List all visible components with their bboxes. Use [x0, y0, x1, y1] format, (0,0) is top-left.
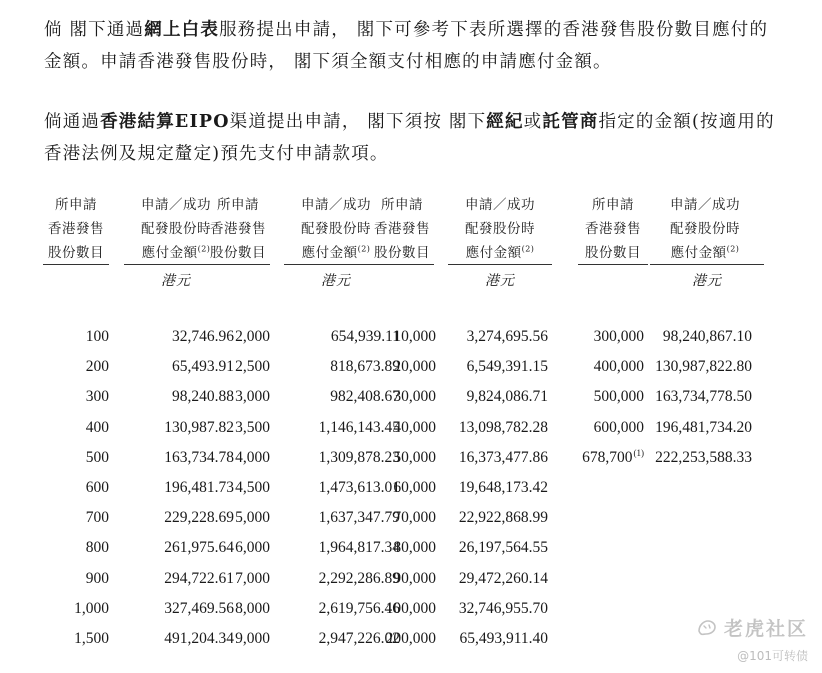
unit-label: 港元 [692, 273, 722, 289]
table-cell: 800 [85, 539, 109, 557]
table-cell: 130,987.82 [164, 418, 234, 436]
table-cell: 65,493,911.40 [459, 629, 548, 647]
header-shares: 所申請 香港發售 股份數目 [374, 197, 430, 261]
table-cell: 5,000 [235, 509, 270, 527]
amount-column-4 [646, 322, 752, 473]
header-shares: 所申請 香港發售 股份數目 [48, 197, 104, 261]
unit-label: 港元 [321, 273, 351, 289]
table-cell: 2,619,756.46 [318, 599, 400, 617]
table-cell: 200,000 [385, 629, 436, 647]
p2-text-mid1: 渠道提出申請， 閣下須按 閣下 [229, 112, 487, 132]
table-cell: 1,964,817.34 [318, 539, 400, 557]
header-amount: 申請／成功 配發股份時 應付金額$^{(2)}$ [670, 197, 740, 261]
header-shares: 所申請 香港發售 股份數目 [585, 197, 641, 261]
table-cell: 10,000 [393, 328, 436, 345]
tiger-logo-icon [696, 617, 718, 639]
table-cell: 1,637,347.79 [318, 509, 400, 527]
table-cell: 80,000 [393, 539, 436, 557]
table-cell: 2,292,286.89 [318, 569, 400, 587]
shares-column-1 [40, 322, 109, 654]
table-cell: 491,204.34 [164, 629, 234, 647]
table-cell: 98,240.88 [172, 388, 234, 406]
table-cell: 40,000 [393, 418, 436, 436]
table-cell: 678,700$^{(1)}$ [582, 447, 644, 466]
watermark-brand: 老虎社区 [723, 618, 808, 640]
table-cell: 327,469.56 [164, 599, 234, 617]
table-cell: 600 [85, 478, 109, 496]
shares-column-3 [364, 322, 436, 654]
watermark [696, 614, 808, 664]
unit-label: 港元 [161, 273, 191, 289]
table-cell: 1,500 [74, 629, 109, 647]
table-cell: 1,146,143.45 [318, 418, 400, 436]
table-cell: 300 [85, 388, 109, 406]
header-rule [448, 264, 552, 265]
table-cell: 100,000 [385, 599, 436, 617]
table-cell: 818,673.89 [330, 358, 400, 376]
table-cell: 9,824,086.71 [466, 388, 548, 406]
table-cell: 13,098,782.28 [458, 418, 548, 436]
p2-text-before: 倘通過 [44, 112, 101, 132]
table-cell: 900 [85, 569, 109, 587]
paragraph-hkscc-eipo [44, 106, 784, 170]
header-amount: 申請／成功 配發股份時 應付金額$^{(2)}$ [301, 197, 371, 261]
table-cell: 100 [85, 328, 109, 345]
table-cell: 196,481,734.20 [655, 418, 752, 436]
table-cell: 2,000 [235, 328, 270, 345]
table-cell: 163,734,778.50 [655, 388, 752, 406]
table-cell: 300,000 [593, 328, 644, 345]
table-cell: 9,000 [235, 629, 270, 647]
header-shares: 所申請 香港發售 股份數目 [210, 197, 266, 261]
table-cell: 130,987,822.80 [655, 358, 752, 376]
table-cell: 98,240,867.10 [662, 328, 752, 345]
table-cell: 1,309,878.23 [318, 448, 400, 466]
p2-bold-broker: 經紀 [486, 112, 524, 132]
table-cell: 229,228.69 [164, 509, 234, 527]
table-cell: 3,500 [235, 418, 270, 436]
table-cell: 30,000 [393, 388, 436, 406]
header-rule [650, 264, 764, 265]
header-rule [43, 264, 109, 265]
p1-bold-term: 網上白表 [144, 20, 220, 40]
table-cell: 1,000 [74, 599, 109, 617]
amount-column-3 [440, 322, 548, 654]
table-cell: 8,000 [235, 599, 270, 617]
table-cell: 500,000 [593, 388, 644, 406]
header-rule [578, 264, 648, 265]
table-cell: 222,253,588.33 [655, 448, 752, 466]
table-cell: 654,939.11 [330, 328, 400, 345]
table-cell: 500 [85, 448, 109, 466]
paragraph-eipo-white-form [44, 14, 784, 78]
table-cell: 19,648,173.42 [458, 478, 548, 496]
shares-column-4 [568, 322, 644, 473]
table-cell: 6,549,391.15 [466, 358, 548, 376]
table-cell: 20,000 [393, 358, 436, 376]
table-cell: 294,722.61 [164, 569, 234, 587]
amount-payable-table [40, 193, 785, 663]
shares-column-2 [200, 322, 270, 654]
watermark-handle: @101可转债 [737, 649, 808, 663]
table-cell: 32,746,955.70 [458, 599, 548, 617]
unit-label: 港元 [485, 273, 515, 289]
table-cell: 50,000 [393, 448, 436, 466]
table-cell: 16,373,477.86 [458, 448, 548, 466]
table-cell: 400,000 [593, 358, 644, 376]
p2-text-after: 指定的金額(按適用的香港法例及規定釐定)預先支付申請款項。 [44, 112, 775, 164]
p2-bold-custodian: 託管商 [542, 112, 599, 132]
table-cell: 200 [85, 358, 109, 376]
table-cell: 196,481.73 [164, 478, 234, 496]
table-cell: 6,000 [235, 539, 270, 557]
table-cell: 70,000 [393, 509, 436, 527]
table-cell: 90,000 [393, 569, 436, 587]
p2-text-mid2: 或 [523, 112, 543, 132]
header-rule [370, 264, 434, 265]
table-cell: 982,408.67 [330, 388, 400, 406]
header-amount: 申請／成功 配發股份時 應付金額$^{(2)}$ [465, 197, 535, 261]
header-rule [206, 264, 270, 265]
table-cell: 3,000 [235, 388, 270, 406]
table-cell: 29,472,260.14 [458, 569, 548, 587]
table-cell: 26,197,564.55 [458, 539, 548, 557]
table-cell: 163,734.78 [164, 448, 234, 466]
table-cell: 700 [85, 509, 109, 527]
header-amount: 申請／成功 配發股份時 應付金額$^{(2)}$ [141, 197, 211, 261]
table-cell: 400 [85, 418, 109, 436]
table-cell: 60,000 [393, 478, 436, 496]
table-cell: 4,500 [235, 478, 270, 496]
table-cell: 7,000 [235, 569, 270, 587]
table-cell: 65,493.91 [172, 358, 234, 376]
table-cell: 261,975.64 [164, 539, 234, 557]
footnote-marker: (1) [633, 447, 644, 458]
table-cell: 3,274,695.56 [466, 328, 548, 345]
table-cell: 2,500 [235, 358, 270, 376]
p1-text-after: 服務提出申請， 閣下可參考下表所選擇的香港發售股份數目應付的金額。申請香港發售股份時， 閣下須全額支付相應的申請應付金額。 [44, 20, 769, 72]
table-cell: 32,746.96 [172, 328, 234, 345]
p2-bold-channel: 香港結算EIPO [100, 112, 230, 132]
table-cell: 22,922,868.99 [458, 509, 548, 527]
table-cell: 2,947,226.02 [318, 629, 400, 647]
table-cell: 4,000 [235, 448, 270, 466]
table-cell: 600,000 [593, 418, 644, 436]
p1-text-before: 倘 閣下通過 [44, 20, 145, 40]
table-cell: 1,473,613.01 [318, 478, 400, 496]
